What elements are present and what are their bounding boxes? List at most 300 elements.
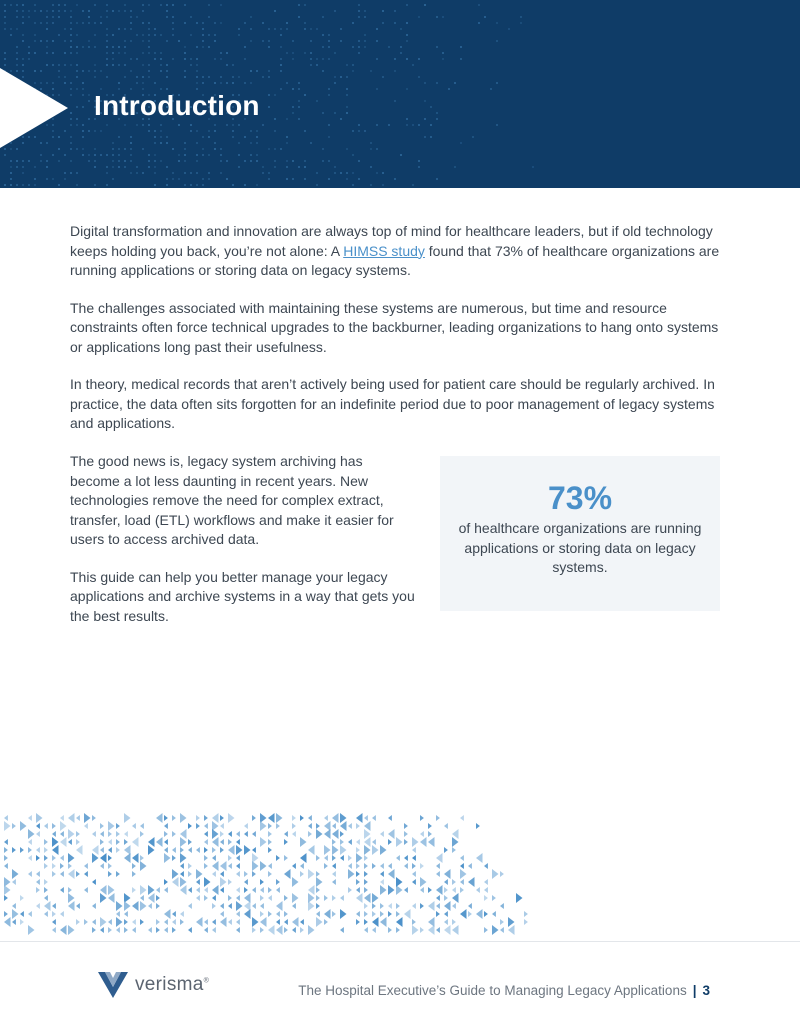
pattern-dot bbox=[148, 70, 150, 72]
pattern-dot bbox=[202, 22, 204, 24]
pattern-dot bbox=[148, 52, 150, 54]
stat-callout bbox=[440, 456, 720, 611]
pattern-dot bbox=[88, 154, 90, 156]
pattern-dot bbox=[142, 148, 144, 150]
pattern-dot bbox=[94, 70, 96, 72]
pattern-triangle bbox=[188, 871, 192, 877]
pattern-triangle bbox=[364, 855, 368, 861]
pattern-dot bbox=[346, 88, 348, 90]
header-banner bbox=[0, 0, 800, 188]
pattern-triangle bbox=[300, 919, 304, 925]
pattern-dot bbox=[58, 10, 60, 12]
pattern-triangle bbox=[156, 895, 160, 901]
pattern-triangle bbox=[324, 845, 331, 855]
pattern-dot bbox=[388, 46, 390, 48]
stat-value: 73% bbox=[547, 480, 613, 516]
pattern-dot bbox=[70, 64, 72, 66]
pattern-dot bbox=[280, 46, 282, 48]
pattern-triangle bbox=[52, 919, 56, 925]
pattern-dot bbox=[382, 76, 384, 78]
pattern-dot bbox=[472, 136, 474, 138]
pattern-triangle bbox=[108, 919, 112, 925]
pattern-triangle bbox=[204, 895, 208, 901]
himss-study-link[interactable]: HIMSS study bbox=[343, 242, 425, 259]
pattern-dot bbox=[370, 166, 372, 168]
pattern-triangle bbox=[356, 887, 360, 893]
pattern-dot bbox=[4, 64, 6, 66]
pattern-dot bbox=[328, 160, 330, 162]
pattern-triangle bbox=[196, 815, 200, 821]
pattern-dot bbox=[88, 94, 90, 96]
pattern-dot bbox=[154, 58, 156, 60]
pattern-dot bbox=[214, 40, 216, 42]
pattern-dot bbox=[322, 16, 324, 18]
pattern-dot bbox=[316, 172, 318, 174]
pattern-triangle bbox=[36, 831, 40, 837]
pattern-triangle bbox=[404, 909, 411, 919]
two-column-section bbox=[70, 452, 730, 644]
pattern-dot bbox=[118, 10, 120, 12]
pattern-triangle bbox=[124, 901, 131, 911]
pattern-triangle bbox=[108, 885, 115, 895]
pattern-dot bbox=[442, 58, 444, 60]
pattern-triangle bbox=[388, 927, 392, 933]
pattern-dot bbox=[376, 172, 378, 174]
pattern-dot bbox=[34, 4, 36, 6]
pattern-triangle bbox=[20, 821, 27, 831]
pattern-triangle bbox=[28, 847, 32, 853]
page-title: Introduction bbox=[94, 90, 260, 121]
pattern-triangle bbox=[204, 831, 208, 837]
pattern-triangle bbox=[348, 863, 352, 869]
pattern-dot bbox=[304, 178, 306, 180]
pattern-triangle bbox=[324, 829, 331, 839]
pattern-dot bbox=[100, 70, 102, 72]
pattern-dot bbox=[166, 10, 168, 12]
pattern-dot bbox=[94, 46, 96, 48]
pattern-triangle bbox=[300, 837, 307, 847]
pattern-triangle bbox=[268, 831, 272, 837]
pattern-dot bbox=[316, 64, 318, 66]
pattern-dot bbox=[70, 112, 72, 114]
pattern-triangle bbox=[140, 919, 144, 925]
pattern-dot bbox=[496, 82, 498, 84]
pattern-dot bbox=[184, 22, 186, 24]
pattern-dot bbox=[256, 136, 258, 138]
pattern-dot bbox=[184, 4, 186, 6]
pattern-dot bbox=[190, 124, 192, 126]
pattern-dot bbox=[124, 52, 126, 54]
pattern-dot bbox=[412, 184, 414, 186]
pattern-triangle bbox=[508, 925, 515, 935]
pattern-triangle bbox=[68, 887, 72, 893]
pattern-dot bbox=[352, 46, 354, 48]
pattern-dot bbox=[214, 148, 216, 150]
pattern-dot bbox=[4, 52, 6, 54]
pattern-dot bbox=[16, 52, 18, 54]
pattern-triangle bbox=[436, 863, 440, 869]
pattern-triangle bbox=[204, 839, 208, 845]
pattern-triangle bbox=[156, 837, 163, 847]
pattern-dot bbox=[244, 184, 246, 186]
pattern-dot bbox=[238, 154, 240, 156]
pattern-triangle bbox=[316, 895, 320, 901]
pattern-triangle bbox=[92, 903, 96, 909]
pattern-dot bbox=[268, 28, 270, 30]
pattern-triangle bbox=[124, 813, 131, 823]
pattern-triangle bbox=[260, 927, 264, 933]
pattern-triangle bbox=[436, 911, 440, 917]
pattern-triangle bbox=[452, 837, 459, 847]
pattern-dot bbox=[160, 52, 162, 54]
pattern-triangle bbox=[492, 925, 499, 935]
pattern-dot bbox=[256, 160, 258, 162]
pattern-triangle bbox=[204, 877, 211, 887]
pattern-triangle bbox=[28, 925, 35, 935]
pattern-triangle bbox=[164, 927, 168, 933]
pattern-triangle bbox=[412, 871, 416, 877]
pattern-dot bbox=[40, 40, 42, 42]
pattern-dot bbox=[436, 16, 438, 18]
pattern-triangle bbox=[356, 919, 360, 925]
pattern-triangle bbox=[388, 829, 395, 839]
pattern-dot bbox=[268, 94, 270, 96]
pattern-dot bbox=[22, 172, 24, 174]
pattern-dot bbox=[202, 184, 204, 186]
pattern-triangle bbox=[164, 831, 168, 837]
pattern-triangle bbox=[4, 815, 8, 821]
pattern-triangle bbox=[132, 863, 136, 869]
pattern-triangle bbox=[300, 853, 307, 863]
pattern-dot bbox=[208, 4, 210, 6]
pattern-dot bbox=[106, 124, 108, 126]
pattern-dot bbox=[142, 82, 144, 84]
pattern-triangle bbox=[260, 911, 264, 917]
pattern-triangle bbox=[212, 821, 219, 831]
pattern-triangle bbox=[4, 917, 11, 927]
pattern-dot bbox=[118, 148, 120, 150]
pattern-dot bbox=[358, 130, 360, 132]
pattern-triangle bbox=[92, 919, 96, 925]
pattern-dot bbox=[262, 172, 264, 174]
pattern-dot bbox=[340, 118, 342, 120]
pattern-dot bbox=[310, 58, 312, 60]
pattern-dot bbox=[424, 82, 426, 84]
pattern-triangle bbox=[452, 925, 459, 935]
pattern-dot bbox=[376, 58, 378, 60]
pattern-dot bbox=[148, 166, 150, 168]
pattern-triangle bbox=[284, 919, 288, 925]
pattern-triangle bbox=[252, 853, 259, 863]
pattern-dot bbox=[172, 148, 174, 150]
pattern-dot bbox=[394, 100, 396, 102]
pattern-triangle bbox=[116, 927, 120, 933]
pattern-dot bbox=[40, 160, 42, 162]
pattern-dot bbox=[166, 76, 168, 78]
pattern-triangle bbox=[276, 901, 283, 911]
pattern-dot bbox=[172, 16, 174, 18]
pattern-dot bbox=[112, 148, 114, 150]
pattern-triangle bbox=[372, 927, 376, 933]
pattern-dot bbox=[76, 70, 78, 72]
pattern-triangle bbox=[108, 871, 112, 877]
pattern-triangle bbox=[100, 863, 104, 869]
pattern-dot bbox=[208, 46, 210, 48]
pattern-triangle bbox=[268, 863, 272, 869]
pattern-dot bbox=[100, 16, 102, 18]
pattern-triangle bbox=[468, 863, 472, 869]
pattern-dot bbox=[124, 40, 126, 42]
pattern-dot bbox=[154, 184, 156, 186]
pattern-dot bbox=[352, 172, 354, 174]
pattern-triangle bbox=[132, 919, 136, 925]
intro-paragraph-2: The challenges associated with maintaining these systems are numerous, but time and resource constraints often force technical upgrades to the backburner, leading organizations to hang onto systems or applications long past their usefulness. bbox=[70, 299, 719, 355]
pattern-triangle bbox=[372, 917, 379, 927]
pattern-dot bbox=[382, 22, 384, 24]
pattern-triangle bbox=[284, 895, 288, 901]
pattern-triangle bbox=[316, 855, 320, 861]
pattern-dot bbox=[202, 34, 204, 36]
pattern-triangle bbox=[404, 887, 408, 893]
pattern-triangle bbox=[108, 831, 112, 837]
pattern-dot bbox=[40, 154, 42, 156]
pattern-triangle bbox=[28, 815, 32, 821]
pattern-dot bbox=[424, 4, 426, 6]
pattern-triangle bbox=[452, 879, 456, 885]
pattern-dot bbox=[124, 148, 126, 150]
pattern-dot bbox=[118, 64, 120, 66]
pattern-triangle bbox=[420, 863, 424, 869]
pattern-dot bbox=[76, 76, 78, 78]
pattern-dot bbox=[88, 160, 90, 162]
pattern-dot bbox=[106, 34, 108, 36]
pattern-dot bbox=[346, 106, 348, 108]
pattern-dot bbox=[148, 28, 150, 30]
pattern-triangle bbox=[292, 917, 299, 927]
pattern-triangle bbox=[180, 885, 187, 895]
pattern-dot bbox=[226, 160, 228, 162]
pattern-dot bbox=[196, 172, 198, 174]
pattern-dot bbox=[58, 64, 60, 66]
pattern-dot bbox=[16, 148, 18, 150]
pattern-triangle bbox=[276, 925, 283, 935]
pattern-triangle bbox=[260, 917, 267, 927]
pattern-triangle bbox=[332, 911, 336, 917]
pattern-dot bbox=[112, 52, 114, 54]
pattern-triangle bbox=[292, 831, 296, 837]
pattern-dot bbox=[232, 64, 234, 66]
pattern-triangle bbox=[28, 839, 32, 845]
pattern-dot bbox=[274, 28, 276, 30]
pattern-dot bbox=[94, 154, 96, 156]
pattern-triangle bbox=[260, 879, 264, 885]
pattern-triangle bbox=[324, 909, 331, 919]
pattern-triangle bbox=[460, 879, 464, 885]
pattern-triangle bbox=[284, 869, 291, 879]
pattern-dot bbox=[40, 10, 42, 12]
pattern-dot bbox=[304, 22, 306, 24]
pattern-dot bbox=[310, 28, 312, 30]
pattern-dot bbox=[298, 118, 300, 120]
pattern-dot bbox=[244, 160, 246, 162]
pattern-triangle bbox=[4, 855, 8, 861]
pattern-dot bbox=[394, 22, 396, 24]
pattern-triangle bbox=[252, 831, 256, 837]
pattern-dot bbox=[292, 178, 294, 180]
pattern-dot bbox=[34, 10, 36, 12]
pattern-dot bbox=[46, 64, 48, 66]
pattern-dot bbox=[262, 166, 264, 168]
pattern-triangle bbox=[12, 879, 16, 885]
pattern-triangle bbox=[124, 831, 128, 837]
left-column bbox=[70, 452, 416, 626]
pattern-dot bbox=[304, 52, 306, 54]
pattern-triangle bbox=[380, 903, 384, 909]
pattern-dot bbox=[280, 88, 282, 90]
pattern-dot bbox=[352, 22, 354, 24]
pattern-dot bbox=[64, 4, 66, 6]
pattern-triangle bbox=[196, 879, 200, 885]
pattern-dot bbox=[298, 82, 300, 84]
pattern-triangle bbox=[348, 823, 352, 829]
pattern-dot bbox=[106, 46, 108, 48]
pattern-dot bbox=[166, 16, 168, 18]
pattern-triangle bbox=[132, 927, 136, 933]
pattern-dot bbox=[268, 148, 270, 150]
pattern-dot bbox=[454, 166, 456, 168]
pattern-triangle bbox=[244, 879, 248, 885]
pattern-dot bbox=[316, 100, 318, 102]
pattern-triangle bbox=[212, 919, 216, 925]
pattern-triangle bbox=[236, 919, 240, 925]
pattern-dot bbox=[418, 160, 420, 162]
pattern-dot bbox=[70, 16, 72, 18]
intro-p1-after: found that 73% of healthcare organizations are running applications or storing data on legacy systems. bbox=[70, 242, 720, 278]
pattern-triangle bbox=[164, 919, 168, 925]
pattern-triangle bbox=[380, 831, 384, 837]
pattern-dot bbox=[46, 46, 48, 48]
pattern-dot bbox=[346, 112, 348, 114]
pattern-dot bbox=[154, 28, 156, 30]
pattern-triangle bbox=[340, 927, 344, 933]
pattern-triangle bbox=[396, 917, 403, 927]
pattern-triangle bbox=[204, 863, 208, 869]
pattern-triangle bbox=[444, 895, 448, 901]
pattern-dot bbox=[106, 172, 108, 174]
pattern-dot bbox=[376, 88, 378, 90]
pattern-dot bbox=[58, 4, 60, 6]
pattern-triangle bbox=[188, 887, 192, 893]
pattern-triangle bbox=[356, 893, 363, 903]
pattern-triangle bbox=[220, 815, 224, 821]
pattern-triangle bbox=[316, 823, 320, 829]
pattern-triangle bbox=[188, 927, 192, 933]
pattern-triangle bbox=[60, 887, 64, 893]
pattern-triangle bbox=[100, 847, 104, 853]
pattern-triangle bbox=[348, 855, 352, 861]
pattern-dot bbox=[238, 28, 240, 30]
pattern-triangle bbox=[300, 863, 304, 869]
pattern-triangle bbox=[236, 871, 240, 877]
pattern-triangle bbox=[412, 855, 416, 861]
pattern-dot bbox=[226, 82, 228, 84]
pattern-dot bbox=[232, 76, 234, 78]
pattern-dot bbox=[424, 100, 426, 102]
pattern-dot bbox=[388, 124, 390, 126]
pattern-triangle bbox=[316, 917, 323, 927]
pattern-dot bbox=[250, 70, 252, 72]
pattern-triangle bbox=[428, 901, 435, 911]
pattern-triangle bbox=[212, 847, 216, 853]
pattern-dot bbox=[208, 130, 210, 132]
pattern-dot bbox=[406, 58, 408, 60]
pattern-dot bbox=[226, 178, 228, 180]
pattern-triangle bbox=[116, 839, 120, 845]
pattern-triangle bbox=[324, 821, 331, 831]
pattern-triangle bbox=[252, 927, 256, 933]
pattern-triangle bbox=[196, 917, 203, 927]
pattern-dot bbox=[94, 34, 96, 36]
pattern-triangle bbox=[364, 887, 368, 893]
pattern-triangle bbox=[124, 927, 128, 933]
pattern-triangle bbox=[332, 855, 336, 861]
pattern-dot bbox=[88, 40, 90, 42]
pattern-dot bbox=[280, 148, 282, 150]
pattern-dot bbox=[364, 40, 366, 42]
pattern-triangle bbox=[180, 911, 184, 917]
pattern-dot bbox=[10, 34, 12, 36]
pattern-triangle bbox=[68, 813, 75, 823]
pattern-dot bbox=[58, 184, 60, 186]
pattern-dot bbox=[244, 46, 246, 48]
pattern-dot bbox=[166, 178, 168, 180]
pattern-triangle bbox=[60, 837, 67, 847]
pattern-dot bbox=[160, 70, 162, 72]
pattern-triangle bbox=[484, 879, 488, 885]
pattern-triangle bbox=[60, 815, 64, 821]
pattern-dot bbox=[358, 160, 360, 162]
pattern-triangle bbox=[12, 909, 19, 919]
pattern-dot bbox=[298, 106, 300, 108]
pattern-dot bbox=[184, 160, 186, 162]
pattern-triangle bbox=[476, 823, 480, 829]
pattern-dot bbox=[160, 4, 162, 6]
pattern-dot bbox=[346, 76, 348, 78]
pattern-dot bbox=[16, 184, 18, 186]
pattern-dot bbox=[106, 58, 108, 60]
pattern-dot bbox=[250, 160, 252, 162]
pattern-dot bbox=[346, 94, 348, 96]
pattern-dot bbox=[256, 70, 258, 72]
pattern-dot bbox=[250, 82, 252, 84]
pattern-triangle bbox=[4, 895, 8, 901]
pattern-triangle bbox=[132, 887, 136, 893]
pattern-dot bbox=[328, 178, 330, 180]
pattern-triangle bbox=[108, 893, 115, 903]
pattern-dot bbox=[268, 40, 270, 42]
pattern-dot bbox=[154, 154, 156, 156]
pattern-dot bbox=[520, 16, 522, 18]
pattern-triangle bbox=[348, 887, 352, 893]
pattern-triangle bbox=[164, 847, 168, 853]
pattern-triangle bbox=[460, 887, 464, 893]
pattern-triangle bbox=[220, 877, 227, 887]
pattern-triangle bbox=[268, 813, 275, 823]
pattern-triangle bbox=[76, 903, 80, 909]
pattern-dot bbox=[418, 124, 420, 126]
pattern-triangle bbox=[116, 911, 120, 917]
pattern-triangle bbox=[100, 839, 104, 845]
